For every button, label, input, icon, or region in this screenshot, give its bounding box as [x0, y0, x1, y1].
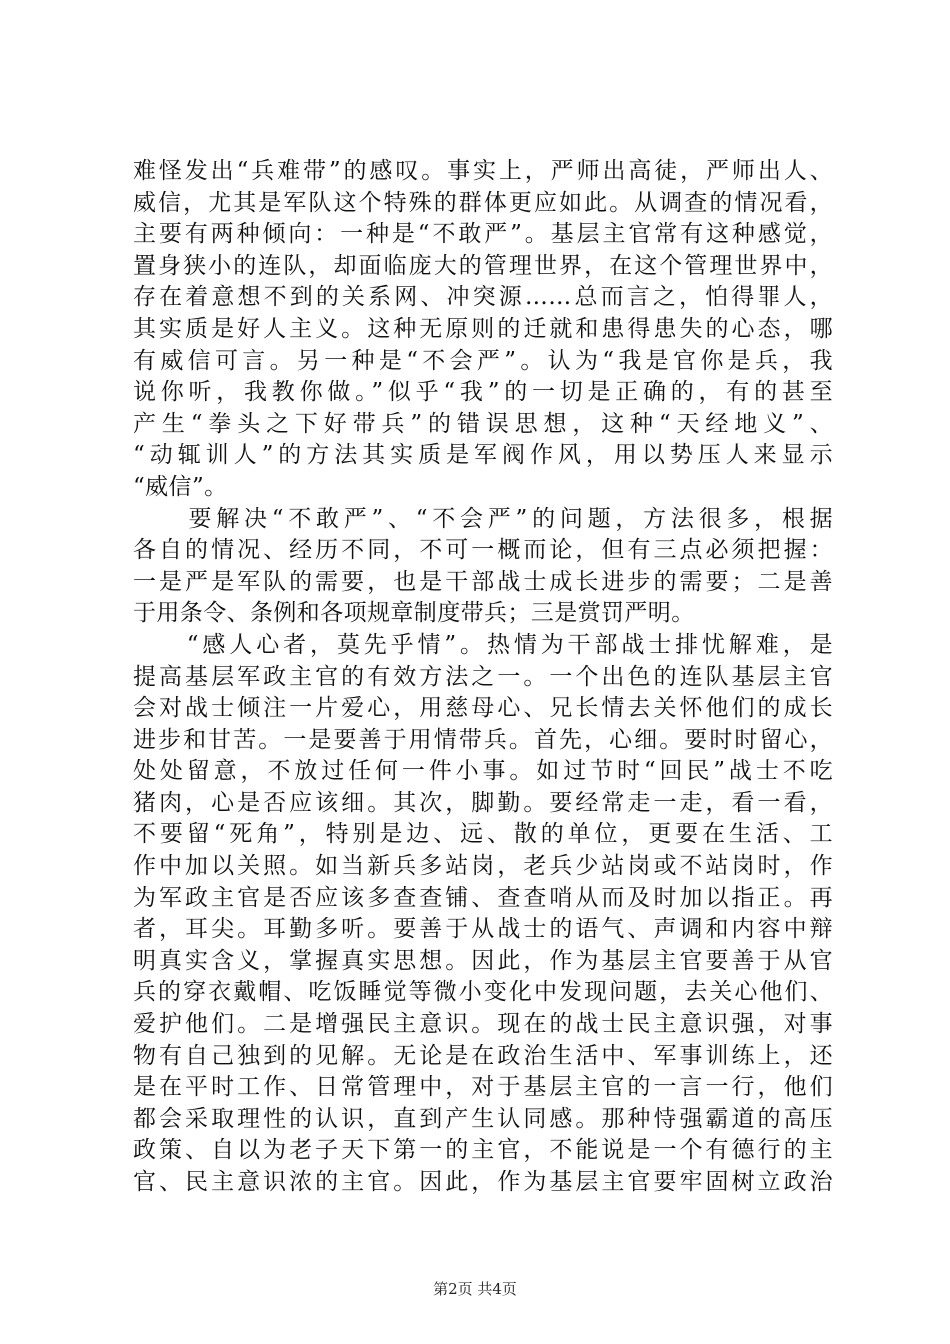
text-line: 都会采取理性的认识，直到产生认同感。那种恃强霸道的高压 [133, 1105, 833, 1132]
text-line: 其实质是好人主义。这种无原则的迁就和患得患失的心态，哪 [133, 315, 833, 342]
text-line: 不要留“死角”，特别是边、远、散的单位，更要在生活、工 [133, 821, 833, 848]
page-footer [0, 1278, 950, 1299]
text-line: 存在着意想不到的关系网、冲突源……总而言之，怕得罪人， [133, 284, 833, 311]
body-text [133, 156, 833, 1199]
text-line: 爱护他们。二是增强民主意识。现在的战士民主意识强，对事 [133, 1011, 833, 1038]
text-line: 置身狭小的连队，却面临庞大的管理世界，在这个管理世界中， [133, 252, 833, 279]
text-line: 作中加以关照。如当新兵多站岗，老兵少站岗或不站岗时，作 [133, 853, 833, 880]
text-line: 各自的情况、经历不同，不可一概而论，但有三点必须把握： [133, 537, 833, 564]
text-line: 猪肉，心是否应该细。其次，脚勤。要经常走一走，看一看， [133, 789, 833, 816]
text-line: 会对战士倾注一片爱心，用慈母心、兄长情去关怀他们的成长 [133, 695, 833, 722]
text-line: 提高基层军政主官的有效方法之一。一个出色的连队基层主官 [133, 663, 833, 690]
text-line: 要解决“不敢严”、“不会严”的问题，方法很多，根据 [133, 505, 833, 532]
text-line: 处处留意，不放过任何一件小事。如过节时“回民”战士不吃 [133, 758, 833, 785]
text-line: 官、民主意识浓的主官。因此，作为基层主官要牢固树立政治 [133, 1169, 833, 1195]
text-line: 进步和甘苦。一是要善于用情带兵。首先，心细。要时时留心， [133, 726, 833, 753]
text-line: 有威信可言。另一种是“不会严”。认为“我是官你是兵，我 [133, 347, 833, 374]
text-line: 政策、自以为老子天下第一的主官，不能说是一个有德行的主 [133, 1137, 833, 1164]
text-line: 难怪发出“兵难带”的感叹。事实上，严师出高徒，严师出人、 [133, 158, 833, 184]
text-line: 一是严是军队的需要，也是干部战士成长进步的需要；二是善 [133, 568, 833, 595]
page-number-label: 第2页 共4页 [433, 1280, 517, 1298]
text-line: 于用条令、条例和各项规章制度带兵；三是赏罚严明。 [133, 600, 695, 627]
text-line: 兵的穿衣戴帽、吃饭睡觉等微小变化中发现问题，去关心他们、 [133, 979, 833, 1006]
text-line: 为军政主官是否应该多查查铺、查查哨从而及时加以指正。再 [133, 884, 833, 911]
text-line: 明真实含义，掌握真实思想。因此，作为基层主官要善于从官 [133, 947, 833, 974]
text-line: 说你听，我教你做。”似乎“我”的一切是正确的，有的甚至 [133, 379, 833, 406]
text-line: “动辄训人”的方法其实质是军阀作风，用以势压人来显示 [133, 442, 833, 469]
text-line: 主要有两种倾向：一种是“不敢严”。基层主官常有这种感觉， [133, 221, 833, 248]
text-line: “威信”。 [133, 473, 228, 500]
text-line: 产生“拳头之下好带兵”的错误思想，这种“天经地义”、 [133, 410, 833, 437]
text-line: “感人心者，莫先乎情”。热情为干部战士排忧解难，是 [133, 631, 833, 658]
text-line: 是在平时工作、日常管理中，对于基层主官的一言一行，他们 [133, 1074, 833, 1101]
text-line: 威信，尤其是军队这个特殊的群体更应如此。从调查的情况看， [133, 189, 833, 216]
text-line: 者，耳尖。耳勤多听。要善于从战士的语气、声调和内容中辩 [133, 916, 833, 943]
text-line: 物有自己独到的见解。无论是在政治生活中、军事训练上，还 [133, 1042, 833, 1069]
